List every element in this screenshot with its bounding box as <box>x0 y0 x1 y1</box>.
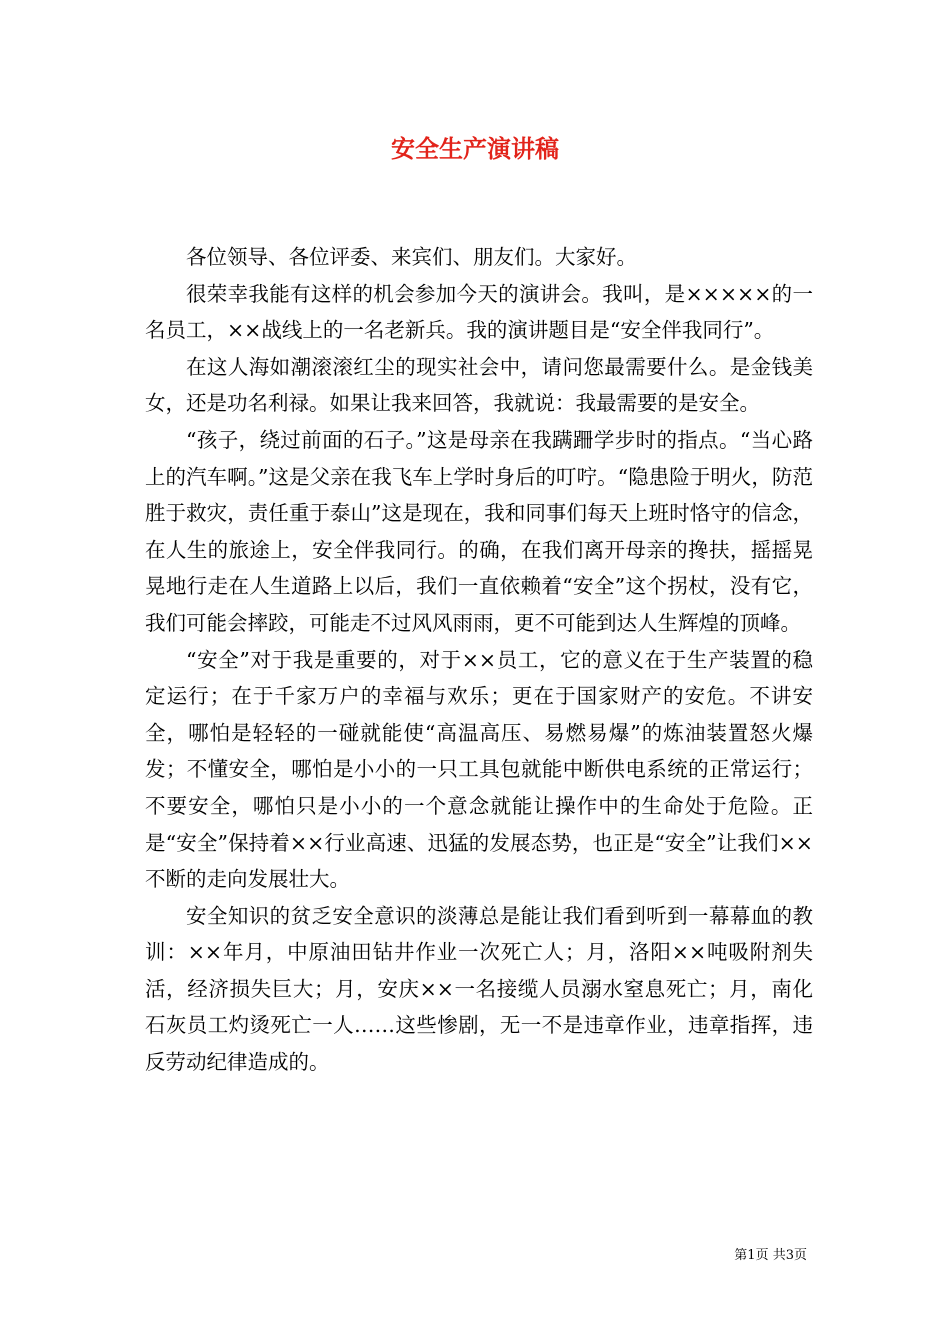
footer-prefix: 第 <box>734 1248 748 1263</box>
paragraph-importance: “安全”对于我是重要的，对于××员工，它的意义在于生产装置的稳定运行；在于千家万户的幸福与欢乐；更在于国家财产的安危。不讲安全，哪怕是轻轻的一碰就能使“高温高压、易燃易爆”的炼油装置怒火爆发；不懂安全，哪怕是小小的一只工具包就能中断供电系统的正常运行；不要安全，哪怕只是小小的一个意念就能让操作中的生命处于危险。正是“安全”保持着××行业高速、迅猛的发展态势，也正是“安全”让我们××不断的走向发展壮大。 <box>145 647 813 892</box>
footer-total-pages: 3 <box>785 1248 794 1263</box>
footer-current-page: 1 <box>747 1248 756 1263</box>
paragraph-greeting: 各位领导、各位评委、来宾们、朋友们。大家好。 <box>186 245 637 269</box>
paragraph-question: 在这人海如潮滚滚红尘的现实社会中，请问您最需要什么。是金钱美女，还是功名利禄。如果让我来回答，我就说：我最需要的是安全。 <box>145 354 813 416</box>
document-title: 安全生产演讲稿 <box>391 134 559 163</box>
paragraph-family-advice: “孩子，绕过前面的石子。”这是母亲在我蹒跚学步时的指点。“当心路上的汽车啊。”这是父亲在我飞车上学时身后的叮咛。“隐患险于明火，防范胜于救灾，责任重于泰山”这是现在，我和同事们每天上班时恪守的信念，在人生的旅途上，安全伴我同行。的确，在我们离开母亲的搀扶，摇摇晃晃地行走在人生道路上以后，我们一直依赖着“安全”这个拐杖，没有它，我们可能会摔跤，可能走不过风风雨雨，更不可能到达人生辉煌的顶峰。 <box>145 427 813 635</box>
document-body <box>145 239 813 1081</box>
footer-middle: 页 共 <box>755 1248 786 1263</box>
footer-suffix: 页 <box>793 1248 807 1263</box>
page-number-footer <box>734 1247 807 1265</box>
paragraph-lessons: 安全知识的贫乏安全意识的淡薄总是能让我们看到听到一幕幕血的教训：××年月，中原油田钻井作业一次死亡人；月，洛阳××吨吸附剂失活，经济损失巨大；月，安庆××一名接缆人员溺水窒息死亡；月，南化石灰员工灼烫死亡一人……这些惨剧，无一不是违章作业，违章指挥，违反劳动纪律造成的。 <box>145 903 813 1075</box>
paragraph-introduction: 很荣幸我能有这样的机会参加今天的演讲会。我叫，是×××××的一名员工，××战线上的一名老新兵。我的演讲题目是“安全伴我同行”。 <box>145 281 813 343</box>
